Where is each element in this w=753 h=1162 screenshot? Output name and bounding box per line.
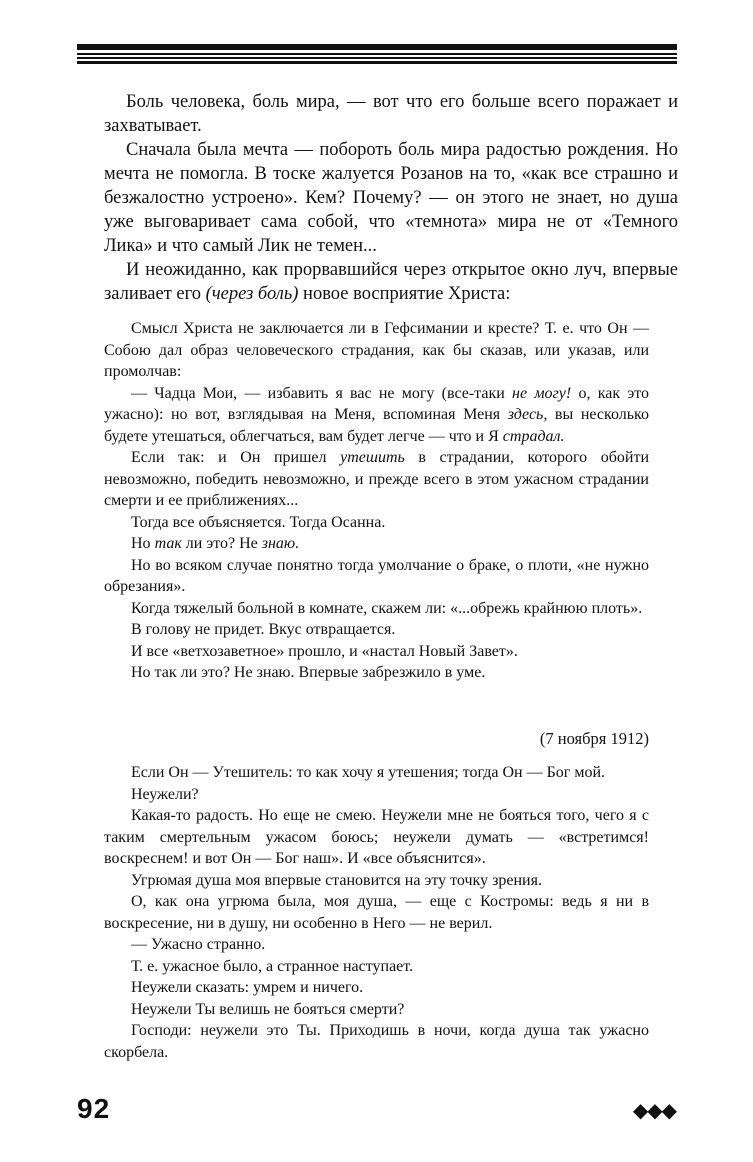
paragraph-1: Боль человека, боль мира, — вот что его больше всего поражает и захватывает. xyxy=(104,92,678,136)
quote-2-line-5: О, как она угрюма была, моя душа, — еще с Костромы: ведь я ни в воскресение, ни в душу, ни особенно в Него — не верил. xyxy=(104,893,649,932)
q2-em3: страдал. xyxy=(502,427,565,445)
header-rule-thin-3 xyxy=(77,61,677,64)
quote-2-line-8: Неужели сказать: умрем и ничего. xyxy=(131,979,364,996)
q3-b: в страдании, которого обойти невозможно, победить невозможно, и прежде всего в этом ужасном страдании смерти и ее приближениях... xyxy=(104,449,650,509)
quote-1-line-1: Смысл Христа не заключается ли в Гефсимании и кресте? Т. е. что Он — Собою дал образ человеческого страдания, как бы сказав, или указав, или промолчав: xyxy=(104,320,649,380)
paragraph-3-text-b: новое восприятие Христа: xyxy=(298,284,511,304)
quote-2-line-1: Если Он — Утешитель: то как хочу я утешения; тогда Он — Бог мой. xyxy=(131,764,606,781)
quote-1-line-9: И все «ветхозаветное» прошло, и «настал Новый Завет». xyxy=(131,642,518,660)
q2-c: вы несколько будете утешаться, облегчаться, вам будет легче — что и Я xyxy=(104,406,649,445)
quote-1-line-6: Но во всяком случае понятно тогда умолчание о браке, о плоти, «не нужно обрезания». xyxy=(104,556,649,595)
quote-1-line-4: Тогда все объясняется. Тогда Осанна. xyxy=(131,513,386,531)
q2-em1: не могу! xyxy=(512,384,572,402)
quote-2-line-9: Неужели Ты велишь не бояться смерти? xyxy=(131,1000,405,1018)
quote-1-line-10: Но так ли это? Не знаю. Впервые забрезжило в уме. xyxy=(131,664,486,681)
quote-1-line-5 xyxy=(104,533,649,555)
quotation-block-1 xyxy=(104,318,649,684)
quote-2-line-7: Т. е. ужасное было, а странное наступает. xyxy=(131,957,414,975)
paragraph-3 xyxy=(104,258,678,306)
diamond-ornament-icon: ◆◆◆ xyxy=(632,1098,676,1122)
quote-2-line-4: Угрюмая душа моя впервые становится на эту точку зрения. xyxy=(131,871,542,889)
q3-em: утешить xyxy=(340,449,405,466)
header-rule xyxy=(77,44,677,66)
quote-2-line-10: Господи: неужели это Ты. Приходишь в ночи, когда душа так ужасно скорбела. xyxy=(104,1022,649,1061)
paragraph-3-italic: (через боль) xyxy=(205,284,299,304)
q5-a: Но xyxy=(131,535,155,552)
quote-2-line-6: — Ужасно странно. xyxy=(131,936,266,953)
header-rule-thin-2 xyxy=(77,57,677,59)
q5-em2: знаю. xyxy=(261,535,300,552)
header-rule-thin-1 xyxy=(77,53,677,55)
q5-b: ли это? Не xyxy=(181,535,262,552)
q2-a: — Чадца Мои, — избавить я вас не могу (все-таки xyxy=(131,384,513,402)
quote-1-line-8: В голову не придет. Вкус отвращается. xyxy=(131,621,396,638)
q3-a: Если так: и Он пришел xyxy=(131,449,341,466)
date-line: (7 ноября 1912) xyxy=(539,729,649,748)
quote-1-line-3 xyxy=(104,447,649,512)
quotation-block-2 xyxy=(104,762,649,1063)
main-text xyxy=(104,90,678,306)
q2-b: о, как это ужасно): но вот, взглядывая на Меня, вспоминая Меня xyxy=(104,384,649,423)
q5-em1: так xyxy=(154,535,182,552)
paragraph-2: Сначала была мечта — побороть боль мира радостью рождения. Но мечта не помогла. В тоске жалуется Розанов на то, «как все страшно и безжалостно устроено». Кем? Почему? — он этого не знает, но душа уже выговаривает сама собой, что «темнота» мира не от «Темного Лика» и что самый Лик не темен... xyxy=(104,140,678,256)
header-rule-thick xyxy=(77,44,677,50)
paragraph-3-text-a: И неожиданно, как прорвавшийся через открытое окно луч, впервые заливает его xyxy=(104,260,678,304)
quote-1-line-2 xyxy=(104,383,649,448)
quote-1-line-7: Когда тяжелый больной в комнате, скажем ли: «...обрежь крайнюю плоть». xyxy=(131,599,643,617)
quote-2-line-3: Какая-то радость. Но еще не смею. Неужели мне не бояться того, чего я с таким смертельным ужасом боюсь; неужели думать — «встретимся! воскреснем! и вот Он — Бог наш». И «все объяснится». xyxy=(104,807,649,867)
page-number: 92 xyxy=(77,1093,111,1124)
q2-em2: здесь, xyxy=(507,406,548,423)
quote-2-line-2: Неужели? xyxy=(131,785,199,803)
